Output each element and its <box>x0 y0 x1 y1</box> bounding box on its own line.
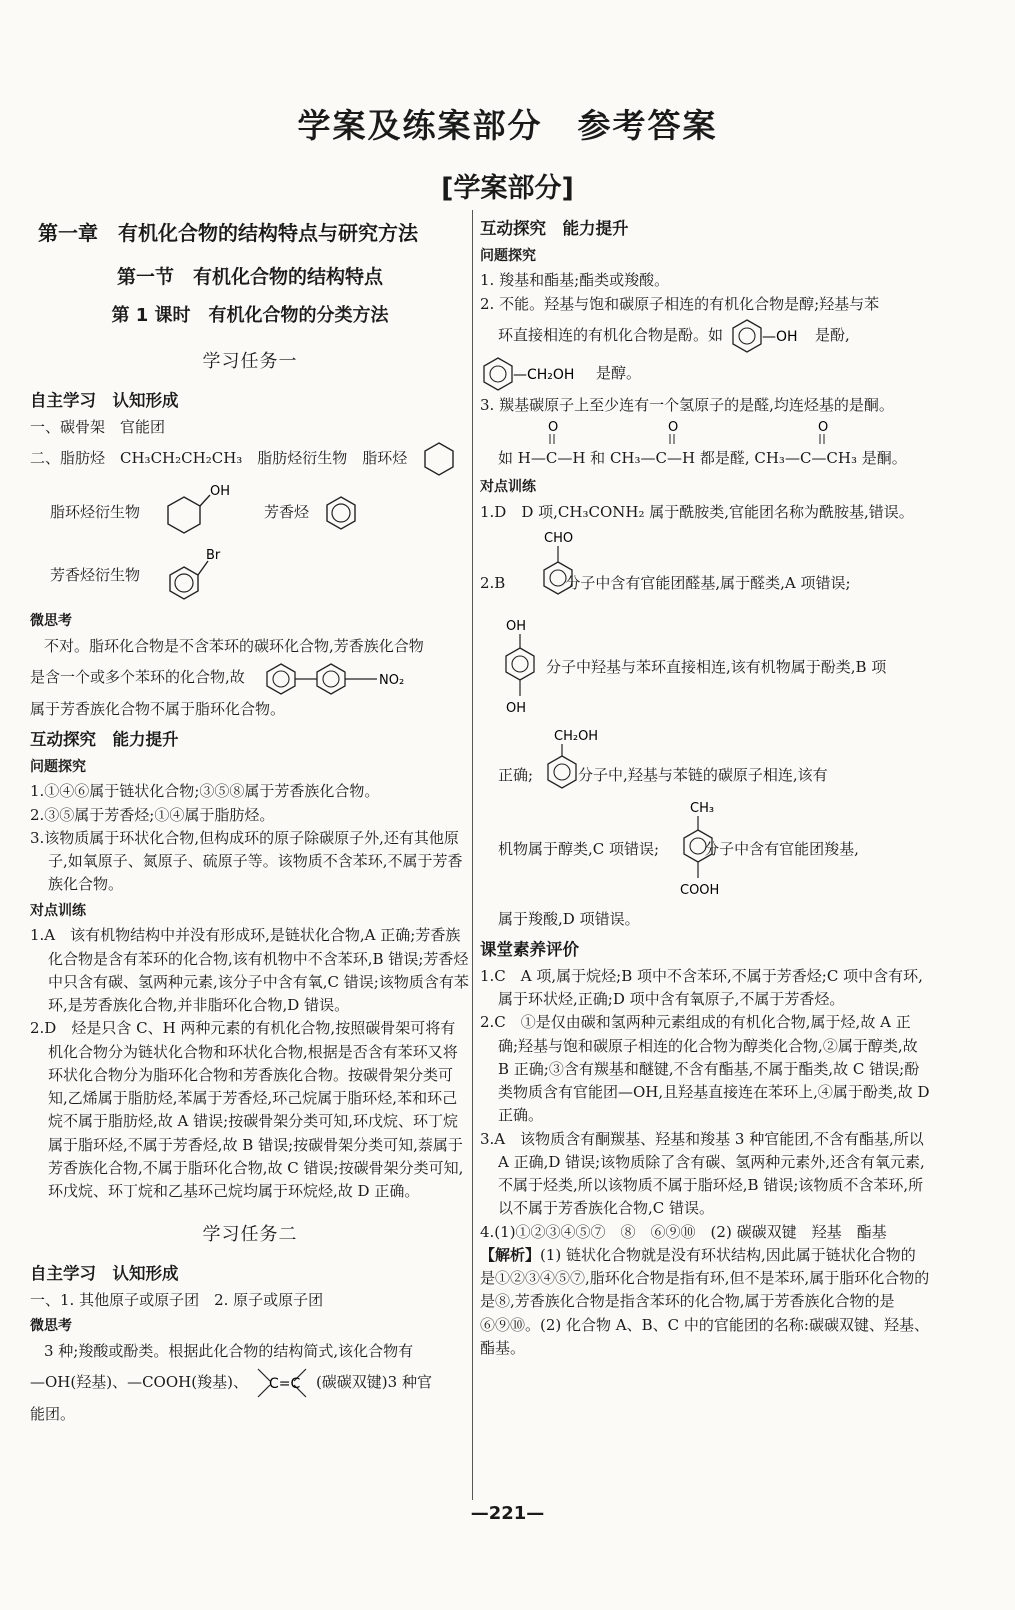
duidian-heading-1: 对点训练 <box>30 902 86 919</box>
weisikao-2-line-2b: (碳碳双键)3 种官 <box>315 1373 432 1392</box>
task-one-title: 学习任务一 <box>202 351 298 373</box>
jiexi-tag: 【解析】 <box>480 1245 541 1264</box>
weisikao-heading-2: 微思考 <box>30 1318 72 1335</box>
duidian-1-item-1: 1.A 该有机物结构中并没有形成环,是链状化合物,A 正确;芳香族化合物是含有苯环的化合物,该有机物中不含苯环,B 错误;芳香烃中只含有碳、氢两种元素,该分子中含有氧,C 错误;该物质含有苯环,是芳香族化合物,并非脂环化合物,D 错误。 <box>30 926 469 1015</box>
weisikao-2-line-2a: —OH(羟基)、—COOH(羧基)、 <box>30 1373 248 1392</box>
ketang-item-2: 2.C ①是仅由碳和氢两种元素组成的有机化合物,属于烃,故 A 正确;羟基与饱和碳原子相连的化合物为醇类化合物,②属于醇类,故 B 正确;③含有羰基和醚键,不含有酯基,不属于酯类,故 C 错误;酚类物质含有官能团—OH,且羟基直接连在苯环上,④属于酚类,故 D 正确。 <box>480 1013 930 1125</box>
weisikao-1-line-3: 属于芳香族化合物不属于脂环化合物。 <box>30 699 286 718</box>
duidian-2-item-2d: 机物属于醇类,C 项错误; 分子中含有官能团羧基, <box>498 839 859 858</box>
zizhu-heading-1: 自主学习 认知形成 <box>30 391 179 411</box>
ketang-heading: 课堂素养评价 <box>480 940 579 960</box>
wenti-heading-1: 问题探究 <box>30 758 86 775</box>
column-divider <box>472 210 473 1500</box>
section-title: 第一节 有机化合物的结构特点 <box>116 266 383 288</box>
task-two-title: 学习任务二 <box>202 1224 298 1246</box>
zizhu-line-1: 一、碳骨架 官能团 <box>30 417 166 436</box>
wenti-2-item-2c <box>480 356 930 392</box>
ch3-label: CH₃ <box>690 800 715 816</box>
zizhu-2-line-1: 一、1. 其他原子或原子团 2. 原子或原子团 <box>30 1290 324 1309</box>
cyclohexanol-icon <box>154 483 234 543</box>
weisikao-1-line-1: 不对。脂环化合物是不含苯环的碳环化合物,芳香族化合物 <box>44 636 424 655</box>
chapter-title: 第一章 有机化合物的结构特点与研究方法 <box>38 221 418 245</box>
bromobenzene-icon <box>154 545 224 607</box>
weisikao-2-line-3: 能团。 <box>30 1405 76 1424</box>
weisikao-2-line-1: 3 种;羧酸或酚类。根据此化合物的结构简式,该化合物有 <box>44 1341 414 1360</box>
weisikao-2-line-2 <box>30 1365 470 1401</box>
carbonyl-marks-icon <box>480 419 930 445</box>
weisikao-1-line-2-text: 是含一个或多个苯环的化合物,故 <box>30 668 245 687</box>
wenti-2-item-2b-post: 是酚, <box>815 326 850 345</box>
wenti-1-item-3: 3.该物质属于环状化合物,但构成环的原子除碳原子外,还有其他原子,如氧原子、氮原子、硫原子等。该物质不含苯环,不属于芳香族化合物。 <box>30 828 463 894</box>
phenol-icon <box>729 318 809 354</box>
hydroquinone-line <box>480 616 930 726</box>
o-label-3: O <box>818 420 829 435</box>
duidian-heading-2: 对点训练 <box>480 479 536 495</box>
wenti-1-item-2: 2.③⑤属于芳香烃;①④属于脂肪烃。 <box>30 805 275 824</box>
benzene-icon <box>323 495 359 531</box>
wenti-heading-2: 问题探究 <box>480 247 536 264</box>
oh-label: OH <box>210 484 231 500</box>
zizhu-line-2 <box>30 441 470 477</box>
benzaldehyde-icon <box>534 528 594 614</box>
jiexi-text: (1) 链状化合物就是没有环状结构,因此属于链状化合物的是①②③④⑤⑦,脂环化合物是指有环,但不是苯环,属于脂环化合物的是⑧,芳香族化合物是指含苯环的化合物,属于芳香族化合物的是⑥⑨⑩。(2) 化合物 A、B、C 中的官能团的名称:碳碳双键、羟基、酯基。 <box>480 1245 930 1357</box>
wenti-2-item-2c-post: 是醇。 <box>596 364 642 383</box>
phenol-oh-label: —OH <box>762 328 798 345</box>
left-column <box>30 210 470 1426</box>
part-title: [学案部分] <box>441 173 574 204</box>
label-aromatic-hydrocarbon: 芳香烃 <box>264 503 310 522</box>
duidian-2-item-2e: 属于羧酸,D 项错误。 <box>498 909 640 928</box>
o-label-1: O <box>548 420 559 435</box>
cc-label: C=C <box>268 1376 301 1393</box>
no2-label: NO₂ <box>378 672 404 688</box>
duidian-2-item-2a: 2.B 分子中含有官能团醛基,属于醛类,A 项错误; <box>480 573 851 592</box>
weisikao-heading-1: 微思考 <box>30 613 72 630</box>
o-label-2: O <box>668 420 679 435</box>
label-alicyclic-derivative: 脂环烃衍生物 <box>50 503 141 522</box>
oh-top-label: OH <box>506 618 527 634</box>
page-number: —221— <box>470 1503 545 1524</box>
oh-bottom-label: OH <box>506 700 527 716</box>
weisikao-1-line-2 <box>30 660 470 696</box>
duidian-2-item-1: 1.D D 项,CH₃CONH₂ 属于酰胺类,官能团名称为酰胺基,错误。 <box>480 502 914 521</box>
toluic-acid-line <box>480 798 930 908</box>
hudong-heading-2: 互动探究 能力提升 <box>480 219 629 238</box>
page-title: 学案及练案部分 参考答案 <box>297 106 718 145</box>
wenti-2-item-3: 3. 羰基碳原子上至少连有一个氢原子的是醛,均连烃基的是酮。 <box>480 395 894 414</box>
ketang-item-4: 4.(1)①②③④⑤⑦ ⑧ ⑥⑨⑩ (2) 碳碳双键 羟基 酯基 <box>480 1222 887 1241</box>
hydroquinone-icon <box>502 616 552 724</box>
zizhu-line-2-text: 二、脂肪烃 CH₃CH₂CH₂CH₃ 脂肪烃衍生物 脂环烃 <box>30 449 408 468</box>
wenti-2-item-2a: 2. 不能。羟基与饱和碳原子相连的有机化合物是醇;羟基与苯 <box>480 294 880 313</box>
zizhu-line-4 <box>30 545 470 607</box>
lesson-title: 第 1 课时 有机化合物的分类方法 <box>111 305 389 327</box>
ketang-item-3: 3.A 该物质含有酮羰基、羟基和羧基 3 种官能团,不含有酯基,所以 A 正确,D 错误;该物质除了含有碳、氢两种元素外,还含有氧元素,不属于烃类,所以该物质不属于脂环烃,B 错误;该物质不含苯环,所以不属于芳香族化合物,C 错误。 <box>480 1129 925 1218</box>
cyclohexane-icon <box>421 441 457 477</box>
benzyl-line <box>480 726 930 798</box>
jiexi-paragraph <box>480 1244 930 1360</box>
benzyl-alcohol-icon <box>480 356 590 392</box>
duidian-2-item-2c: 正确; 分子中,羟基与苯链的碳原子相连,该有 <box>498 765 828 784</box>
double-bond-icon <box>254 1365 310 1401</box>
wenti-1-item-1: 1.①④⑥属于链状化合物;③⑤⑧属于芳香族化合物。 <box>30 782 380 801</box>
ch2oh-label: CH₂OH <box>554 728 599 744</box>
zizhu-heading-2: 自主学习 认知形成 <box>30 1264 179 1284</box>
benzyl-ch2oh-label: —CH₂OH <box>513 366 575 383</box>
right-column <box>480 210 930 1360</box>
biphenyl-nitro-icon <box>259 660 434 696</box>
duidian-2-item-2b: 分子中羟基与苯环直接相连,该有机物属于酚类,B 项 <box>546 657 887 676</box>
wenti-2-item-2b <box>480 318 930 354</box>
aldehyde-ketone-text: 如 H—C—H 和 CH₃—C—H 都是醛, CH₃—C—CH₃ 是酮。 <box>498 449 907 467</box>
benzaldehyde-line <box>480 524 930 616</box>
wenti-2-item-2b-pre: 环直接相连的有机化合物是酚。如 <box>498 326 724 345</box>
hudong-heading-1: 互动探究 能力提升 <box>30 730 179 750</box>
label-aromatic-derivative: 芳香烃衍生物 <box>50 566 141 585</box>
br-label: Br <box>206 548 221 564</box>
aldehyde-ketone-formula <box>480 419 930 473</box>
zizhu-line-3 <box>30 483 470 543</box>
duidian-1-item-2: 2.D 烃是只含 C、H 两种元素的有机化合物,按照碳骨架可将有机化合物分为链状化合物和环状化合物,根据是否含有苯环又将环状化合物分为脂环化合物和芳香族化合物。按碳骨架分类可知,乙烯属于脂肪烃,苯属于芳香烃,环己烷属于脂环烃,苯和环己烷不属于脂肪烃,故 A 错误;按碳骨架分类可知,环戊烷、环丁烷属于脂环烃,不属于芳香烃,故 B 错误;按碳骨架分类可知,萘属于芳香族化合物,不属于脂环化合物,故 C 错误;按碳骨架分类可知,环戊烷、环丁烷和乙基环己烷均属于环烷烃,故 D 正确。 <box>30 1019 464 1201</box>
wenti-2-item-1: 1. 羧基和酯基;酯类或羧酸。 <box>480 271 670 290</box>
cho-label: CHO <box>544 530 574 546</box>
ketang-item-1: 1.C A 项,属于烷烃;B 项中不含苯环,不属于芳香烃;C 项中含有环,属于环状烃,正确;D 项中含有氧原子,不属于芳香烃。 <box>480 966 923 1008</box>
cooh-label: COOH <box>680 882 720 898</box>
